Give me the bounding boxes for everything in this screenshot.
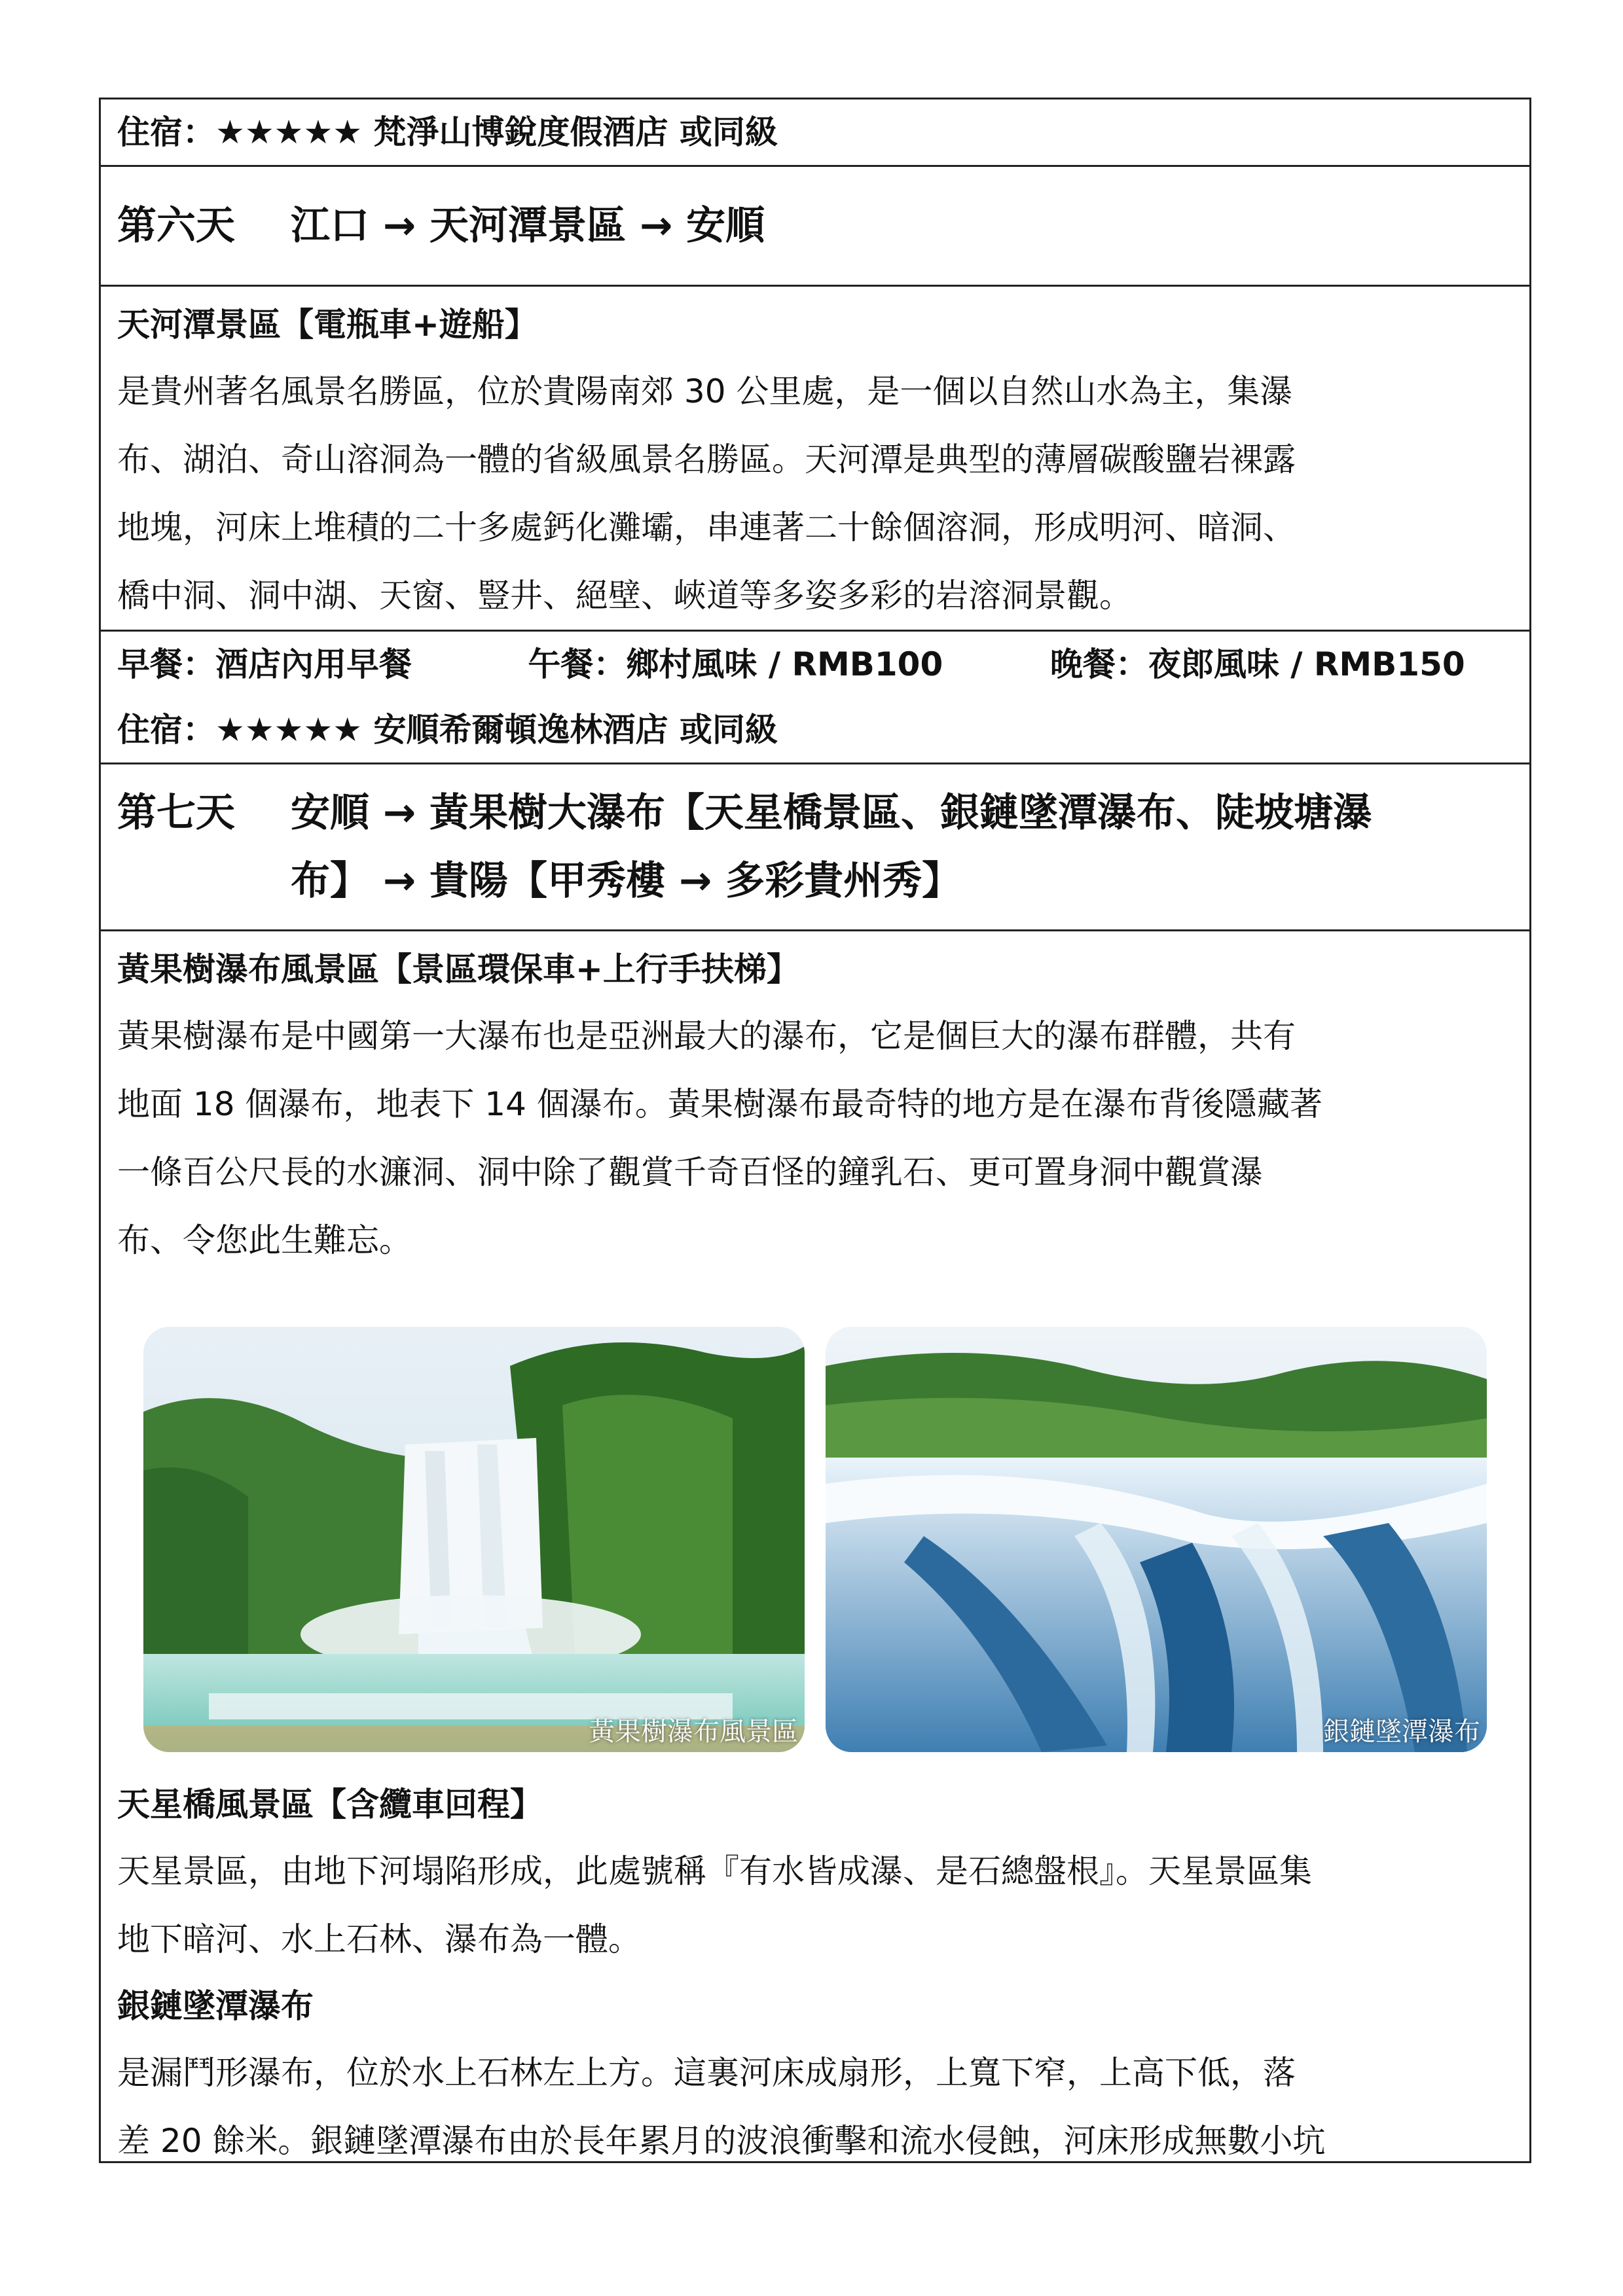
- day7-header: [99, 764, 1531, 931]
- huangguoshu-line: 一條百公尺長的水濂洞、洞中除了觀賞千奇百怪的鐘乳石、更可置身洞中觀賞瀑: [117, 1153, 1263, 1191]
- day6-header: [99, 167, 1531, 287]
- tianhetan-heading: 天河潭景區【電瓶車+遊船】: [117, 306, 538, 344]
- tianhetan-line: 地塊，河床上堆積的二十多處鈣化灘壩，串連著二十餘個溶洞，形成明河、暗洞、: [117, 509, 1296, 547]
- itinerary-table: [99, 98, 1531, 2163]
- day7-route-line1: 安順 → 黃果樹大瀑布【天星橋景區、銀鏈墜潭瀑布、陡坡塘瀑: [291, 790, 1373, 836]
- huangguoshu-line: 布、令您此生難忘。: [117, 1221, 412, 1259]
- yinlian-photo: [826, 1327, 1487, 1752]
- day7-label: 第七天: [117, 790, 235, 836]
- tianxingqiao-line: 天星景區，由地下河塌陷形成，此處號稱『有水皆成瀑、是石總盤根』。天星景區集: [117, 1852, 1312, 1890]
- lodging-text: 住宿：★★★★★ 梵淨山博銳度假酒店 或同級: [117, 113, 778, 151]
- dinner: 晚餐：夜郎風味 / RMB150: [1049, 645, 1465, 683]
- day7-details: [99, 931, 1531, 2163]
- tianhetan-line: 橋中洞、洞中湖、天窗、豎井、絕壁、峽道等多姿多彩的岩溶洞景觀。: [117, 577, 1132, 615]
- day6-route: 江口 → 天河潭景區 → 安順: [291, 203, 765, 249]
- huangguoshu-line: 地面 18 個瀑布，地表下 14 個瀑布。黃果樹瀑布最奇特的地方是在瀑布背後隱藏著: [117, 1085, 1322, 1123]
- tianhetan-line: 是貴州著名風景名勝區，位於貴陽南郊 30 公里處，是一個以自然山水為主，集瀑: [117, 372, 1293, 410]
- tianxingqiao-line: 地下暗河、水上石林、瀑布為一體。: [117, 1920, 641, 1958]
- yinlian-line: 差 20 餘米。銀鏈墜潭瀑布由於長年累月的波浪衝擊和流水侵蝕，河床形成無數小坑: [117, 2122, 1326, 2160]
- cascade-image: [826, 1327, 1487, 1752]
- huangguoshu-heading: 黃果樹瀑布風景區【景區環保車+上行手扶梯】: [117, 950, 799, 988]
- huangguoshu-photo: [143, 1327, 805, 1752]
- lodging-text-2: 住宿：★★★★★ 安順希爾頓逸林酒店 或同級: [117, 711, 778, 749]
- lodging-row-1: [99, 98, 1531, 167]
- tianxingqiao-heading: 天星橋風景區【含纜車回程】: [117, 1785, 543, 1823]
- lunch: 午餐：鄉村風味 / RMB100: [528, 645, 943, 683]
- day7-route-line2: 布】 → 貴陽【甲秀樓 → 多彩貴州秀】: [291, 858, 962, 904]
- tianhetan-section: [99, 287, 1531, 632]
- yinlian-line: 是漏鬥形瀑布，位於水上石林左上方。這裏河床成扇形，上寬下窄，上高下低，落: [117, 2054, 1296, 2092]
- yinlian-heading: 銀鏈墜潭瀑布: [117, 1987, 314, 2025]
- breakfast: 早餐：酒店內用早餐: [117, 645, 412, 683]
- photo-caption: 銀鏈墜潭瀑布: [1323, 1717, 1480, 1747]
- tianhetan-line: 布、湖泊、奇山溶洞為一體的省級風景名勝區。天河潭是典型的薄層碳酸鹽岩裸露: [117, 440, 1296, 478]
- photo-caption: 黃果樹瀑布風景區: [589, 1717, 798, 1747]
- photo-strip: [117, 1274, 1513, 1772]
- day6-label: 第六天: [117, 203, 235, 249]
- huangguoshu-line: 黃果樹瀑布是中國第一大瀑布也是亞洲最大的瀑布，它是個巨大的瀑布群體，共有: [117, 1017, 1296, 1055]
- meals-lodging-row: [99, 632, 1531, 764]
- waterfall-image: [143, 1327, 805, 1752]
